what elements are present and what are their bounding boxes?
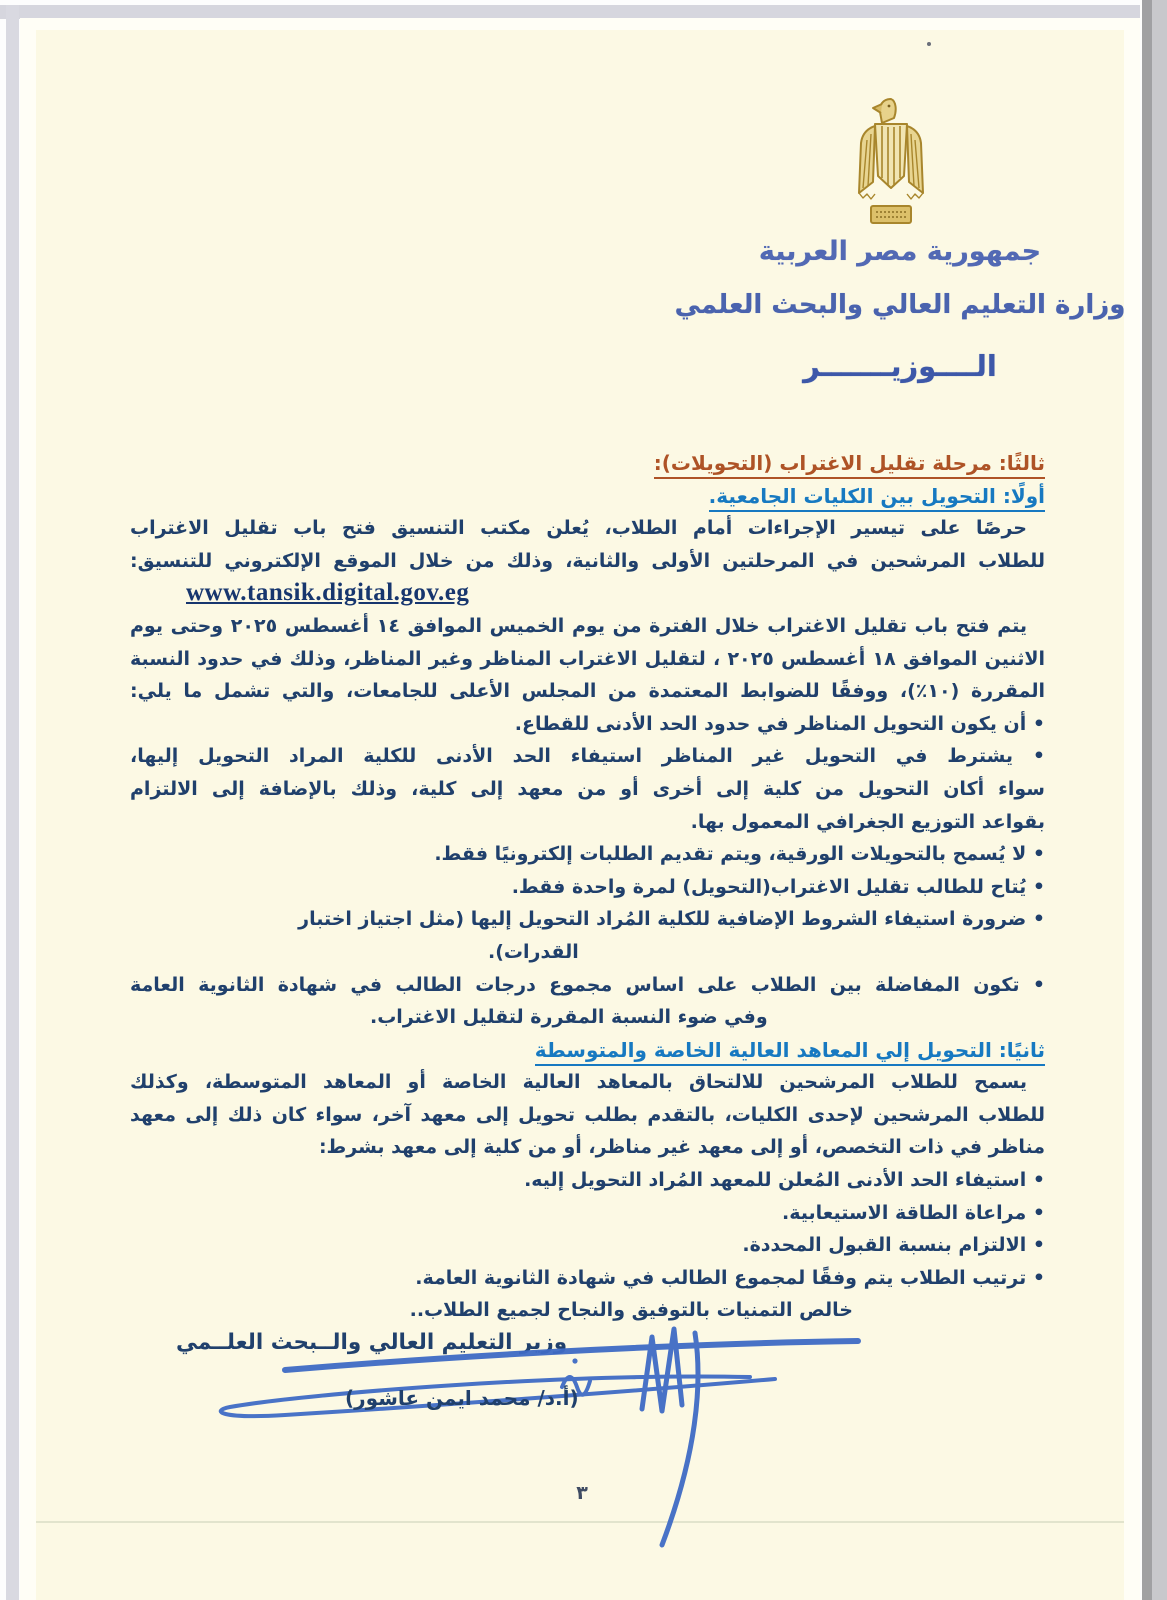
letter-body <box>130 447 1045 1360</box>
period-line: المقررة (١٠٪)، ووفقًا للضوابط المعتمدة من المجلس الأعلى للجامعات، والتي تشمل ما يلي: <box>130 680 1045 703</box>
scan-speck <box>927 42 931 46</box>
rule-bullet-continuation: وفي ضوء النسبة المقررة لتقليل الاغتراب. <box>370 1006 768 1029</box>
intro-line: للطلاب المرشحين في المرحلتين الأولى والثانية، وذلك من خلال الموقع الإلكتروني للتنسيق: <box>130 549 1045 572</box>
minister-signature-title: وزير التعليم العالي والــبحث العلــمي <box>176 1330 568 1356</box>
condition-bullet: • استيفاء الحد الأدنى المُعلن للمعهد المُراد التحويل إليه. <box>524 1169 1045 1192</box>
rule-bullet: • يُتاح للطالب تقليل الاغتراب(التحويل) لمرة واحدة فقط. <box>511 875 1045 898</box>
closing-wishes: خالص التمنيات بالتوفيق والنجاح لجميع الطلاب.. <box>409 1299 853 1322</box>
condition-bullet: • ترتيب الطلاب يتم وفقًا لمجموع الطالب في شهادة الثانوية العامة. <box>415 1266 1045 1289</box>
period-line: يتم فتح باب تقليل الاغتراب خلال الفترة من يوم الخميس الموافق ١٤ أغسطس ٢٠٢٥ وحتى يوم <box>130 614 1028 637</box>
minister-name: (أ.د/ محمد ايمن عاشور) <box>345 1386 579 1410</box>
condition-bullet: • الالتزام بنسبة القبول المحددة. <box>742 1234 1045 1257</box>
rule-bullet: • يشترط في التحويل غير المناظر استيفاء الحد الأدنى للكلية المراد التحويل إليها، <box>130 745 1045 768</box>
page-number: ٣ <box>576 1482 588 1504</box>
institutes-line: يسمح للطلاب المرشحين للالتحاق بالمعاهد العالية الخاصة أو المعاهد المتوسطة، وكذلك <box>130 1071 1027 1094</box>
rule-bullet: • لا يُسمح بالتحويلات الورقية، ويتم تقديم الطلبات إلكترونيًا فقط. <box>434 843 1045 866</box>
viewer-top-gutter <box>0 5 1167 19</box>
condition-bullet: • مراعاة الطاقة الاستيعابية. <box>781 1201 1045 1224</box>
republic-calligraphy: جمهورية مصر العربية <box>758 236 1042 267</box>
rule-bullet-continuation: القدرات). <box>488 940 579 963</box>
first-clause-heading: أولًا: التحويل بين الكليات الجامعية. <box>130 480 1045 513</box>
rule-bullet-continuation: بقواعد التوزيع الجغرافي المعمول بها. <box>690 810 1045 833</box>
rule-bullet: • تكون المفاضلة بين الطلاب على اساس مجموع درجات الطالب في شهادة الثانوية العامة <box>130 973 1045 996</box>
institutes-line: مناظر في ذات التخصص، أو إلى معهد غير مناظر، أو من كلية إلى معهد بشرط: <box>318 1136 1045 1159</box>
ministry-calligraphy: وزارة التعليم العالي والبحث العلمي <box>674 290 1126 320</box>
minister-title-header: الــــوزيـــــــر <box>803 349 997 383</box>
tansik-url-link[interactable]: www.tansik.digital.gov.eg <box>186 579 470 607</box>
rule-bullet: • ضرورة استيفاء الشروط الإضافية للكلية المُراد التحويل إليها (مثل اجتياز اختبار <box>298 908 1045 931</box>
intro-line: حرصًا على تيسير الإجراءات أمام الطلاب، يُعلن مكتب التنسيق فتح باب تقليل الاغتراب <box>130 517 1027 540</box>
rule-bullet-continuation: سواء أكان التحويل من كلية إلى أخرى أو من معهد إلى كلية، وذلك بالإضافة إلى الالتزام <box>130 777 1045 800</box>
second-clause-heading: ثانيًا: التحويل إلي المعاهد العالية الخاصة والمتوسطة <box>130 1034 1045 1067</box>
egypt-eagle-emblem-icon <box>845 94 937 230</box>
minister-handwritten-signature-icon <box>190 1315 880 1550</box>
rule-bullet: • أن يكون التحويل المناظر في حدود الحد الأدنى للقطاع. <box>514 712 1045 735</box>
tansik-url-row <box>130 577 1045 610</box>
viewer-left-gutter <box>6 5 19 1600</box>
third-stage-heading: ثالثًا: مرحلة تقليل الاغتراب (التحويلات): <box>130 447 1045 480</box>
period-line: الاثنين الموافق ١٨ أغسطس ٢٠٢٥ ، لتقليل الاغتراب المناظر وغير المناظر، وذلك في حدود النسبة <box>130 647 1046 670</box>
institutes-line: للطلاب المرشحين لإحدى الكليات، بالتقدم بطلب تحويل إلى معهد آخر، سواء كان ذلك إلى معهد <box>130 1103 1045 1126</box>
